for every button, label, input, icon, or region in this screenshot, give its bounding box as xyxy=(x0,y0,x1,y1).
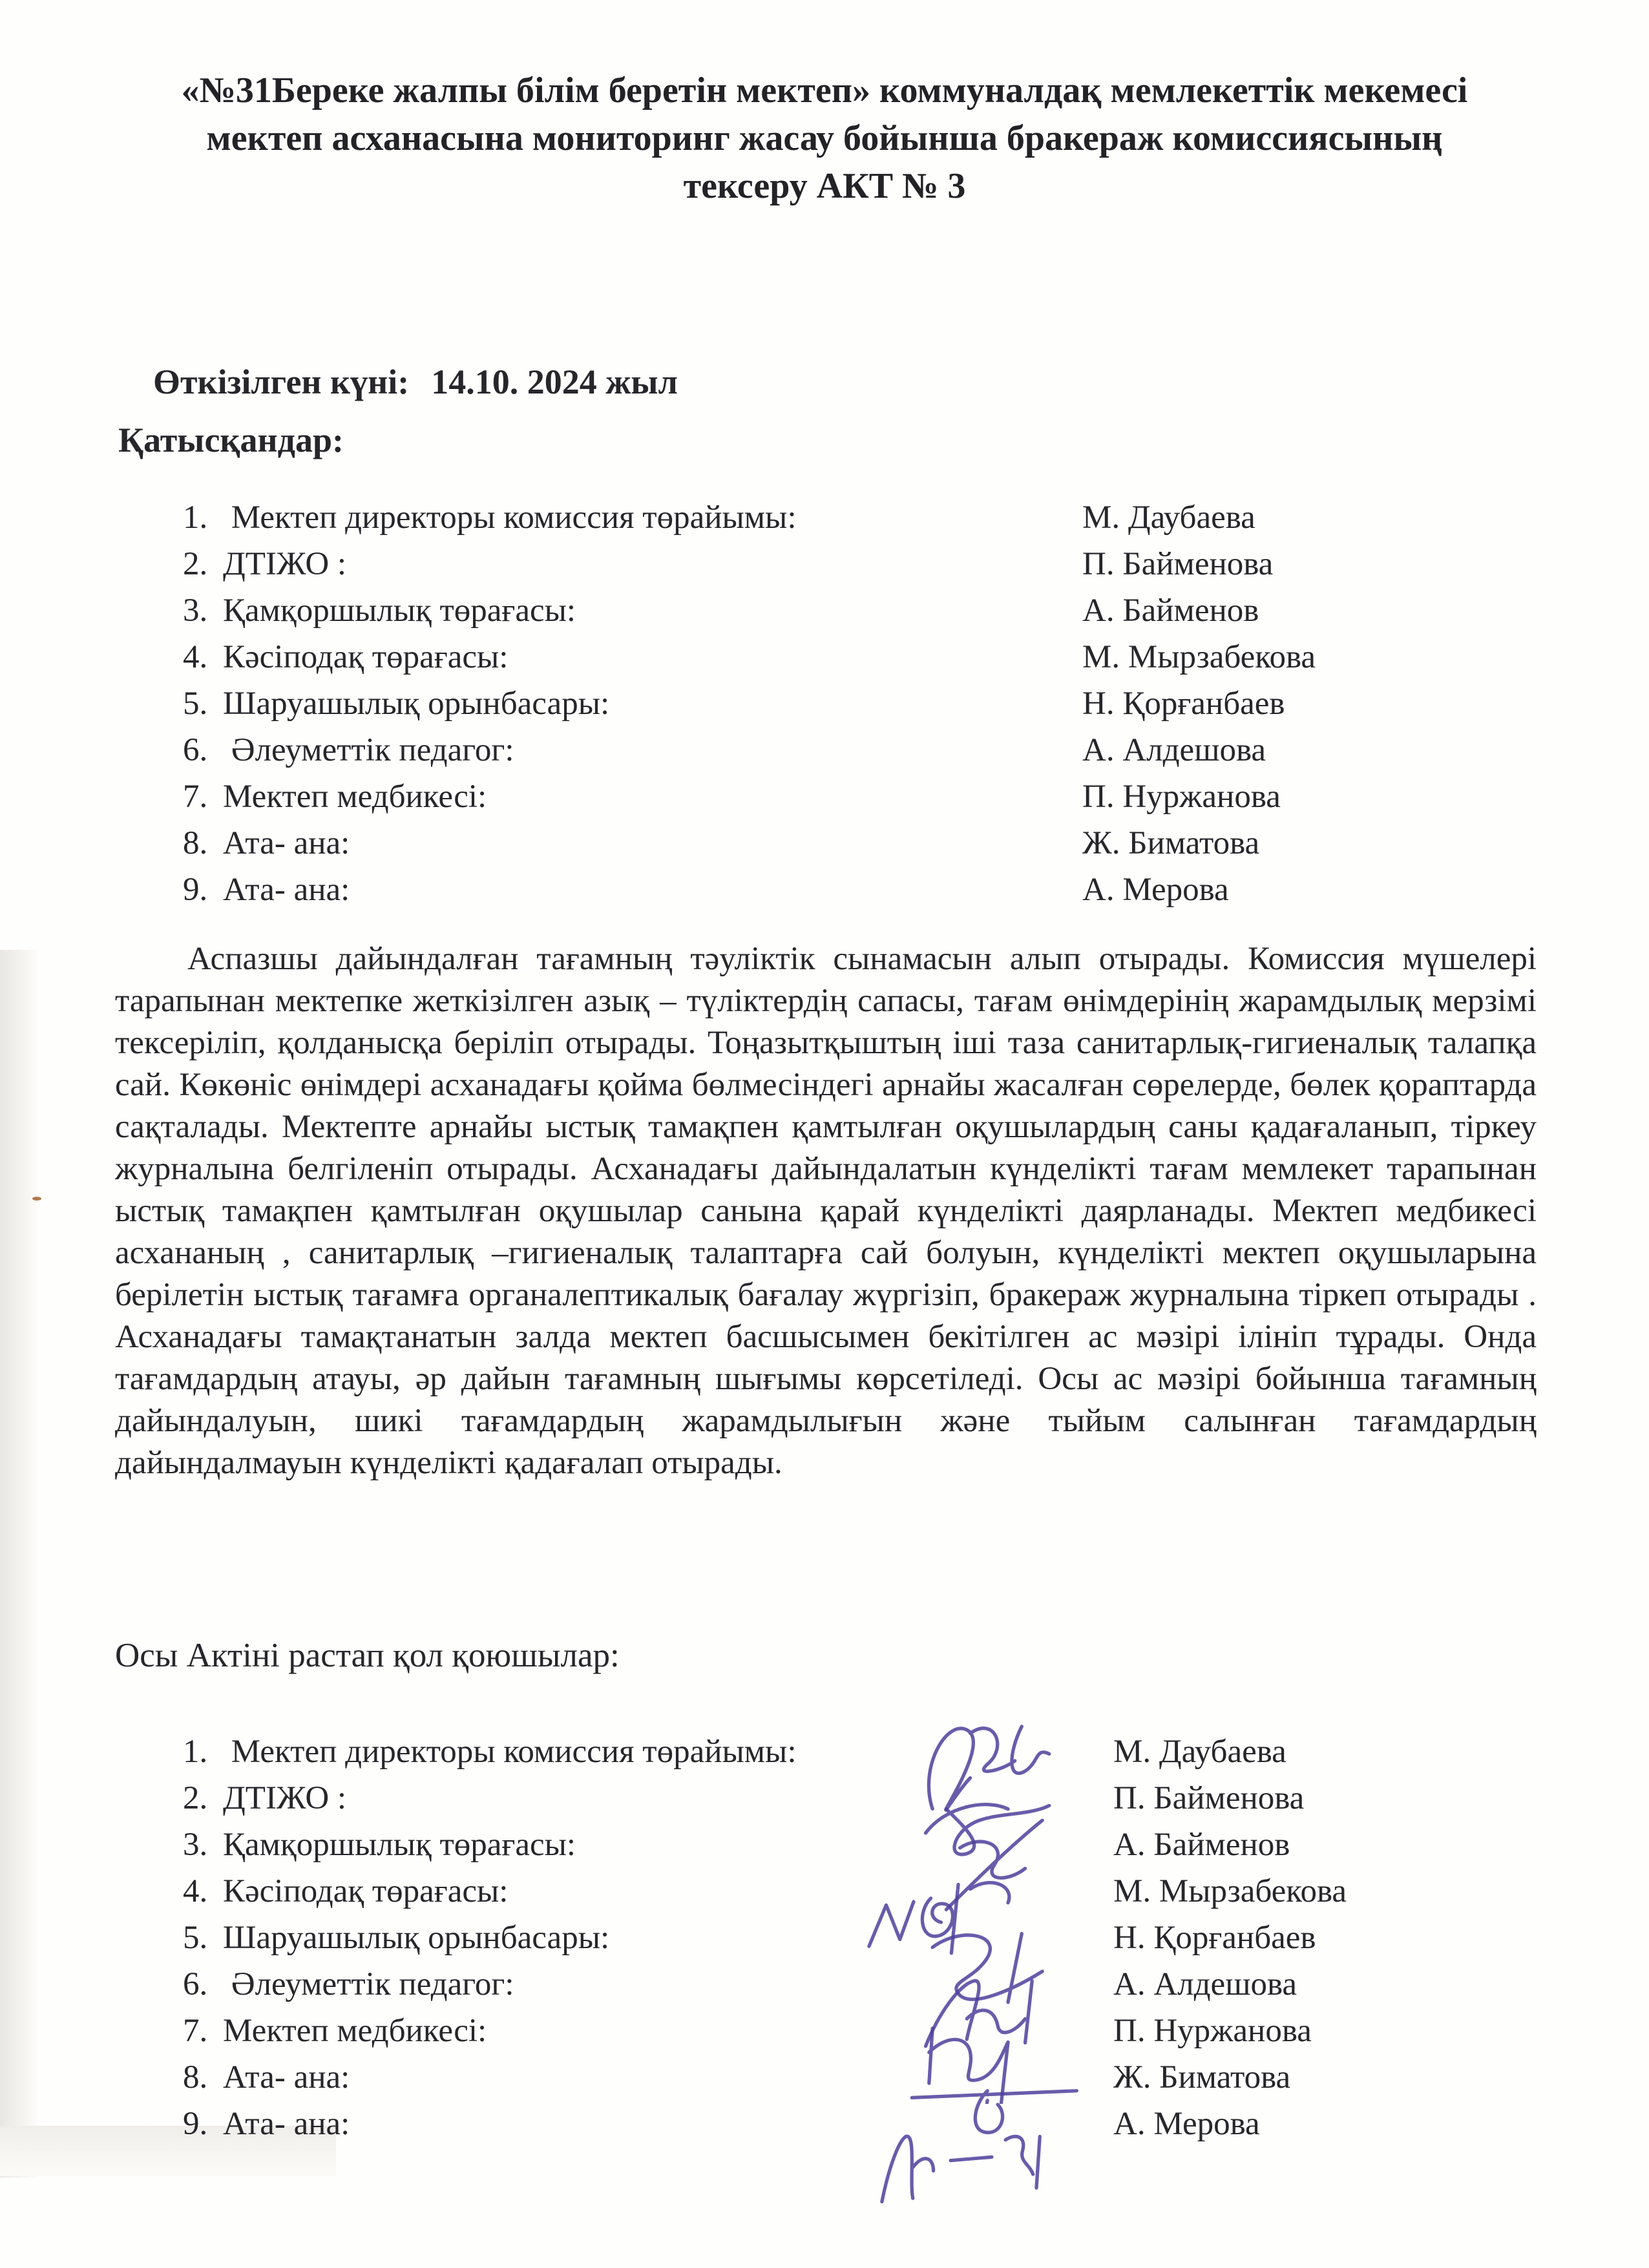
item-number: 5. xyxy=(183,686,208,722)
act-body-paragraph: Аспазшы дайындалған тағамның тәуліктік сынамасын алып отырады. Комиссия мүшелері тарапынан мектепке жеткізілген азық – түліктердің сапасы, тағам өнімдерінің жарамдылық мерзімі тексеріліп, қолданысқа беріліп отырады. Тоңазытқыштың іші таза санитарлық-гигиеналық талапқа сай. Көкөніс өнімдері асханадағы қойма бөлмесіндегі арнайы жасалған сөрелерде, бөлек қораптарда сақталады. Мектепте арнайы ыстық тамақпен қамтылған оқушылардың саны қадағаланып, тіркеу журналына белгіленіп отырады. Асханадағы дайындалатын күнделікті тағам мемлекет тарапынан ыстық тамақпен қамтылған оқушылар санына қарай күнделікті даярланады. Мектеп медбикесі асхананың , санитарлық –гигиеналық талаптарға сай болуын, күнделікті мектеп оқушыларына берілетін ыстық тағамға органалептикалық бағалау жүргізіп, бракераж журналына тіркеп отырады . Асханадағы тамақтанатын залда мектеп басшысымен бекітілген ас мәзірі ілініп тұрады. Онда тағамдардың атауы, әр дайын тағамның шығымы көрсетіледі. Осы ас мәзірі бойынша тағамның дайындалуын, шикі тағамдардың жарамдылығын және тыйым салынған тағамдардың дайындалмауын күнделікті қадағалап отырады. xyxy=(115,941,1537,1481)
list-item xyxy=(183,1780,1604,1826)
list-item xyxy=(183,731,1604,778)
item-name: П. Нуржанова xyxy=(1082,779,1281,815)
list-item xyxy=(183,1733,1604,1780)
list-item xyxy=(183,2105,1604,2152)
list-item xyxy=(183,592,1604,638)
item-number: 3. xyxy=(183,593,208,629)
list-item xyxy=(183,685,1604,731)
item-name: Н. Қорғанбаев xyxy=(1113,1920,1316,1956)
item-number: 2. xyxy=(183,546,208,582)
item-name: Ж. Биматова xyxy=(1113,2059,1291,2095)
item-name: А. Алдешова xyxy=(1082,732,1266,768)
item-label: Ата- ана: xyxy=(223,825,350,861)
item-label: Ата- ана: xyxy=(223,872,350,908)
item-number: 1. xyxy=(183,499,208,536)
list-item xyxy=(183,2059,1604,2105)
item-label: Кәсіподақ төрағасы: xyxy=(223,1873,509,1909)
list-item xyxy=(183,499,1604,545)
attendees-list xyxy=(183,499,1604,918)
item-name: М. Мырзабекова xyxy=(1113,1873,1347,1909)
item-number: 3. xyxy=(183,1827,208,1863)
item-label: ДТІЖО : xyxy=(223,1780,347,1816)
list-item xyxy=(183,2012,1604,2059)
list-item xyxy=(183,1919,1604,1966)
item-name: Ж. Биматова xyxy=(1082,825,1260,861)
item-number: 2. xyxy=(183,1780,208,1816)
item-name: М. Даубаева xyxy=(1113,1734,1287,1770)
item-name: Н. Қорғанбаев xyxy=(1082,686,1285,722)
item-name: А. Байменов xyxy=(1082,593,1259,629)
signers-heading: Осы Актіні растап қол қоюшылар: xyxy=(115,1637,620,1674)
item-label: Мектеп директоры комиссия төрайымы: xyxy=(223,1734,797,1770)
item-number: 9. xyxy=(183,872,208,908)
list-item xyxy=(183,545,1604,592)
title-line-1: «№31Береке жалпы білім беретін мектеп» коммуналдақ мемлекеттік мекемесі xyxy=(181,70,1468,110)
signers-list xyxy=(183,1733,1604,2152)
document-title xyxy=(123,67,1526,210)
item-name: А. Мерова xyxy=(1113,2106,1260,2142)
item-name: А. Алдешова xyxy=(1113,1966,1297,2002)
item-label: Әлеуметтік педагог: xyxy=(223,1966,514,2002)
item-label: Қамқоршылық төрағасы: xyxy=(223,1827,576,1863)
item-number: 7. xyxy=(183,779,208,815)
item-number: 8. xyxy=(183,2059,208,2095)
item-label: Мектеп медбикесі: xyxy=(223,2013,487,2049)
item-label: Мектеп директоры комиссия төрайымы: xyxy=(223,499,797,536)
list-item xyxy=(183,638,1604,685)
list-item xyxy=(183,1873,1604,1919)
item-label: Кәсіподақ төрағасы: xyxy=(223,639,509,675)
title-line-2: мектеп асханасына мониторинг жасау бойынша бракераж комиссиясының xyxy=(206,118,1443,158)
item-number: 6. xyxy=(183,1966,208,2002)
item-name: П. Байменова xyxy=(1082,546,1274,582)
item-number: 9. xyxy=(183,2106,208,2142)
list-item xyxy=(183,1826,1604,1873)
item-label: Ата- ана: xyxy=(223,2106,350,2142)
item-name: М. Даубаева xyxy=(1082,499,1255,536)
item-name: А. Мерова xyxy=(1082,872,1229,908)
item-label: Қамқоршылық төрағасы: xyxy=(223,593,576,629)
item-number: 1. xyxy=(183,1734,208,1770)
item-number: 4. xyxy=(183,1873,208,1909)
list-item xyxy=(183,1966,1604,2012)
list-item xyxy=(183,824,1604,871)
item-label: Ата- ана: xyxy=(223,2059,350,2095)
list-item xyxy=(183,871,1604,918)
date-label: Өткізілген күні: xyxy=(153,362,410,401)
title-line-3: тексеру АКТ № 3 xyxy=(683,166,966,206)
item-number: 7. xyxy=(183,2013,208,2049)
item-label: Шаруашылық орынбасары: xyxy=(223,686,610,722)
attendees-heading: Қатысқандар: xyxy=(118,421,344,459)
date-value: 14.10. 2024 жыл xyxy=(431,362,678,401)
item-label: Шаруашылық орынбасары: xyxy=(223,1920,610,1956)
item-name: П. Нуржанова xyxy=(1113,2013,1312,2049)
item-name: А. Байменов xyxy=(1113,1827,1290,1863)
item-name: М. Мырзабекова xyxy=(1082,639,1316,675)
item-label: ДТІЖО : xyxy=(223,546,347,582)
item-label: Әлеуметтік педагог: xyxy=(223,732,514,768)
item-number: 4. xyxy=(183,639,208,675)
list-item xyxy=(183,778,1604,824)
scan-speck xyxy=(32,1197,41,1201)
item-label: Мектеп медбикесі: xyxy=(223,779,487,815)
item-number: 5. xyxy=(183,1920,208,1956)
scan-shade-left xyxy=(0,950,37,2178)
signature-scribble xyxy=(868,2099,1075,2209)
item-name: П. Байменова xyxy=(1113,1780,1305,1816)
item-number: 8. xyxy=(183,825,208,861)
item-number: 6. xyxy=(183,732,208,768)
